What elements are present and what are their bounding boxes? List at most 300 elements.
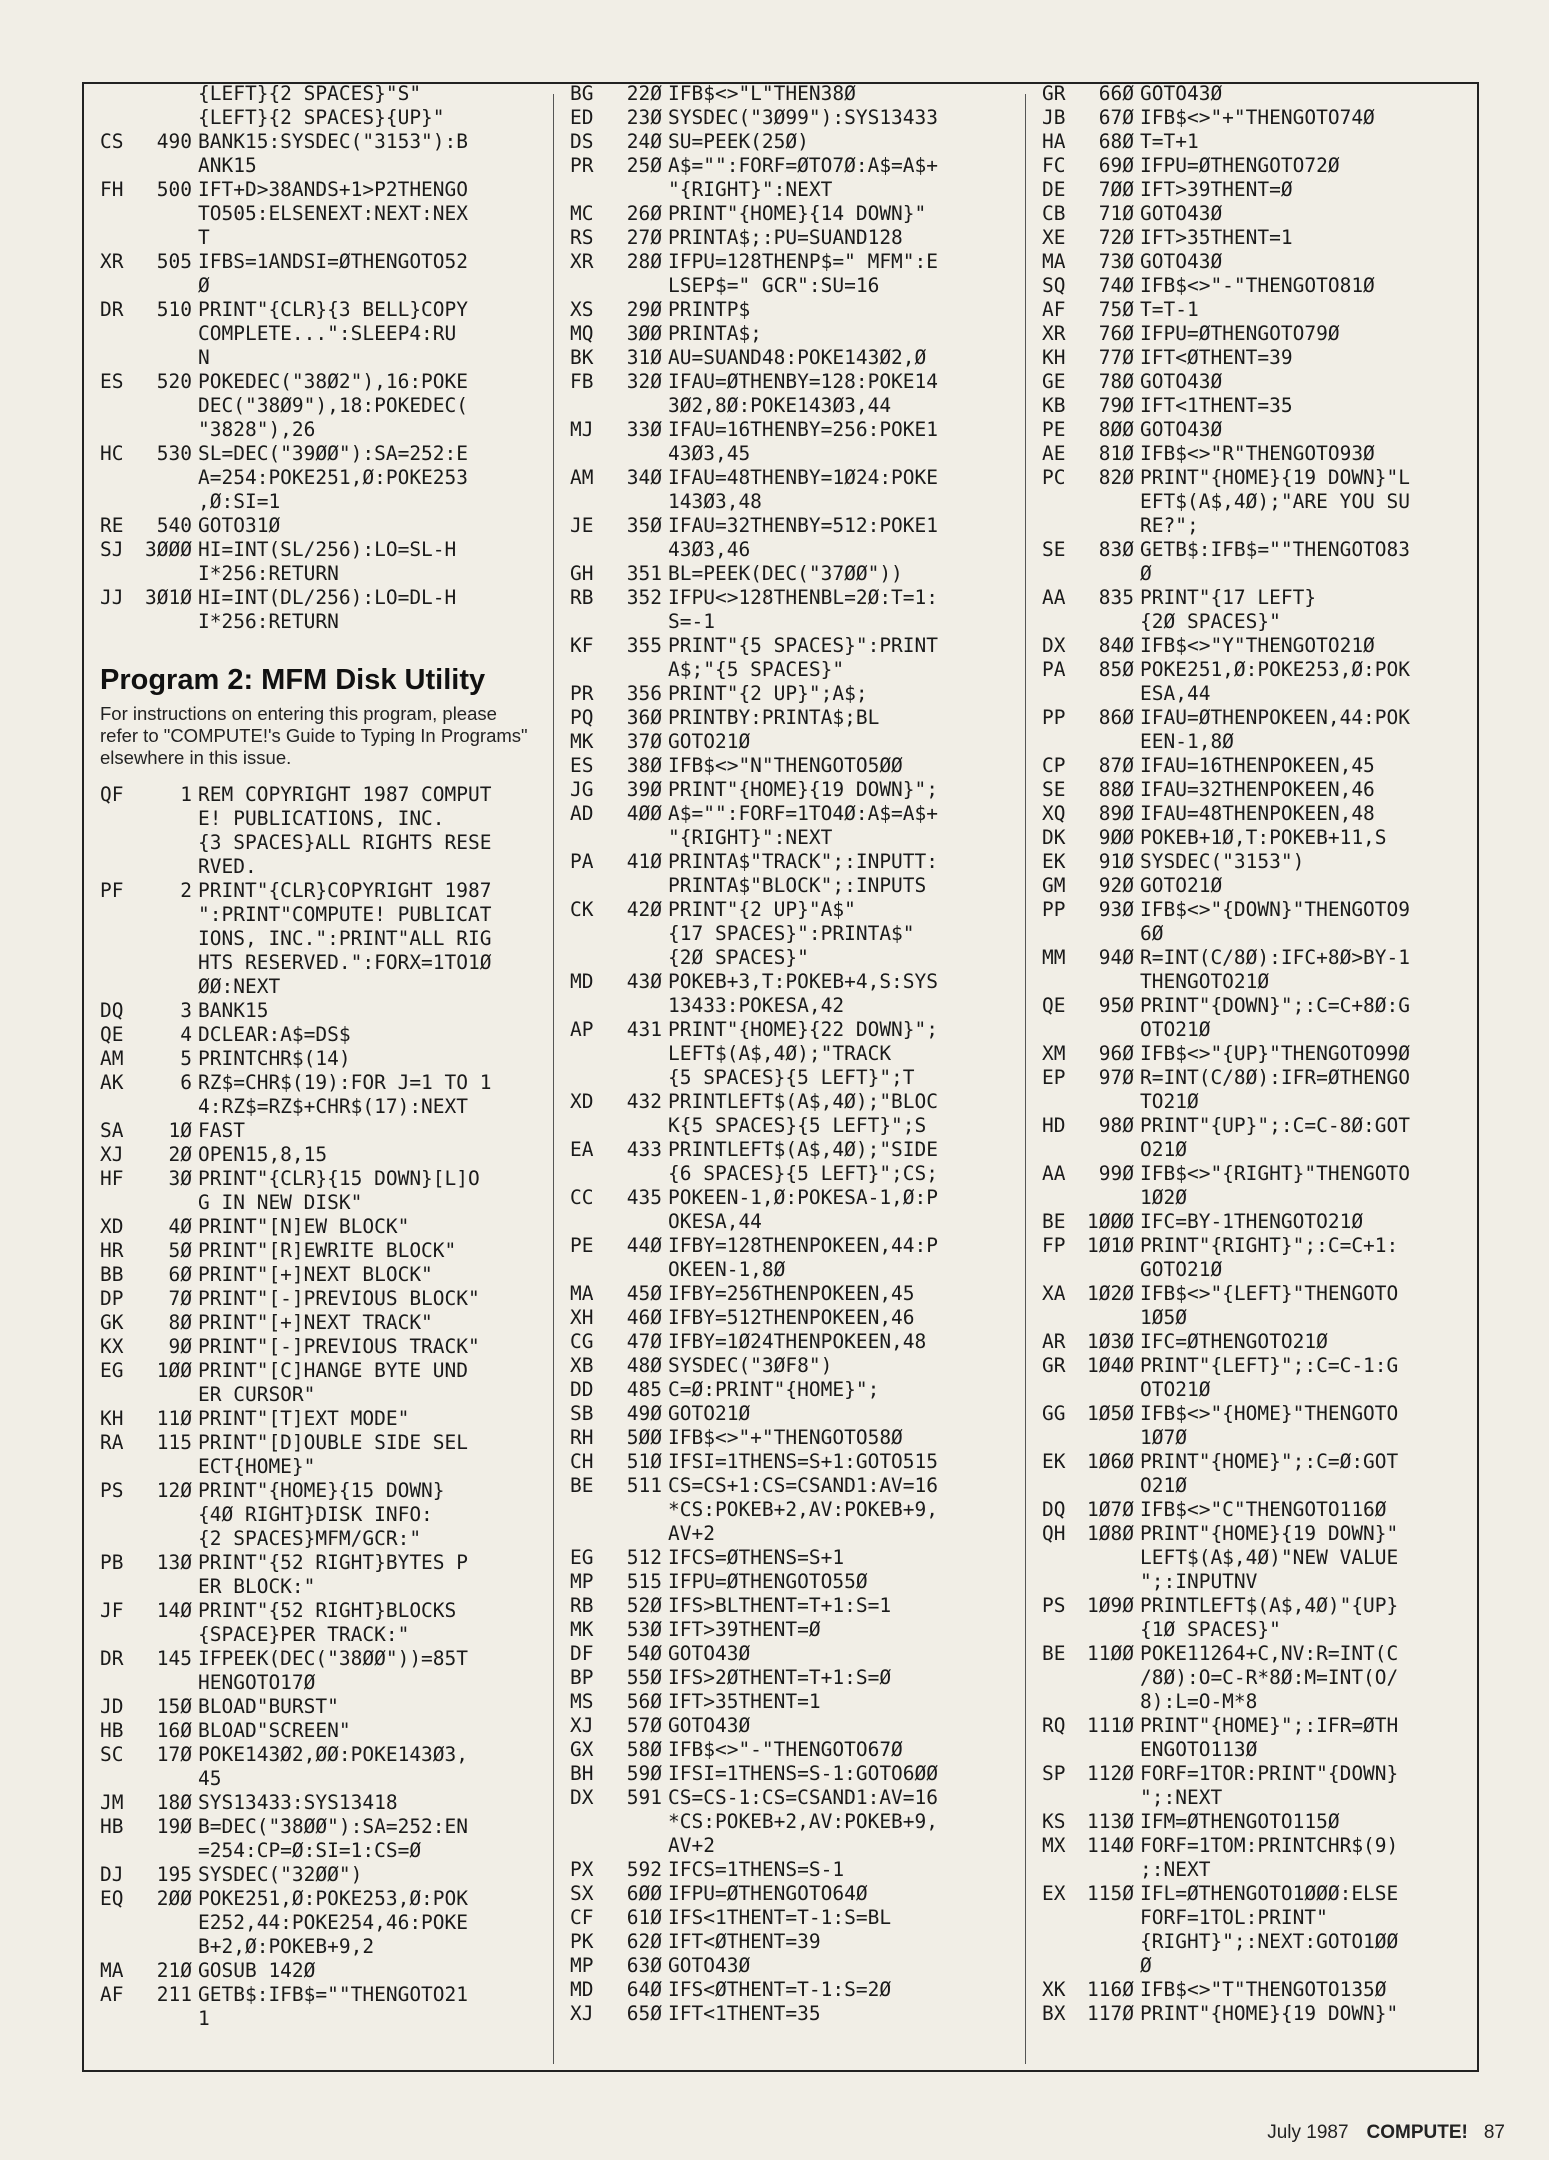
line-number: 34Ø <box>626 466 662 489</box>
code-text: IFPU=ØTHENGOTO79Ø <box>1140 322 1340 345</box>
code-text: O21Ø <box>1140 1474 1187 1497</box>
line-number <box>1078 1570 1140 1594</box>
code-line <box>100 1311 540 1335</box>
code-text: POKEB+3,T:POKEB+4,S:SYS <box>668 970 939 993</box>
checksum: FB <box>570 370 594 393</box>
code-text: 45 <box>198 1767 222 1790</box>
code-line <box>570 1210 1010 1234</box>
line-number: 195 <box>156 1863 192 1886</box>
checksum: AF <box>1042 298 1066 321</box>
line-number <box>136 927 198 951</box>
line-number <box>606 946 668 970</box>
checksum: SC <box>100 1743 124 1766</box>
code-text: IFB$<>"{RIGHT}"THENGOTO <box>1140 1162 1411 1185</box>
code-line <box>570 1330 1010 1354</box>
program-2-listing-right <box>1042 82 1482 2026</box>
code-line <box>570 1282 1010 1306</box>
checksum <box>570 442 606 466</box>
code-line <box>1042 826 1482 850</box>
code-text: EFT$(A$,4Ø);"ARE YOU SU <box>1140 490 1411 513</box>
checksum <box>570 1258 606 1282</box>
checksum: AK <box>100 1071 124 1094</box>
line-number: 485 <box>626 1378 662 1401</box>
issue-date: July 1987 <box>1267 2122 1349 2143</box>
code-text: TO21Ø <box>1140 1090 1199 1113</box>
checksum <box>570 490 606 514</box>
code-line <box>1042 1282 1482 1306</box>
line-number <box>136 562 198 586</box>
code-text: PRINT"{CLR}{3 BELL}COPY <box>198 298 469 321</box>
line-number <box>1078 610 1140 634</box>
code-text: PRINT"{CLR}{15 DOWN}[L]O <box>198 1167 480 1190</box>
line-number <box>136 1671 198 1695</box>
checksum: MM <box>1042 946 1066 969</box>
line-number <box>136 951 198 975</box>
code-line <box>1042 754 1482 778</box>
code-text: LEFT$(A$,4Ø);"TRACK <box>668 1042 892 1065</box>
code-text: GOTO43Ø <box>1140 370 1223 393</box>
code-text: IFPU=ØTHENGOTO72Ø <box>1140 154 1340 177</box>
code-line <box>1042 1474 1482 1498</box>
code-line <box>570 610 1010 634</box>
checksum <box>100 346 136 370</box>
line-number: 1Ø6Ø <box>1087 1450 1134 1473</box>
checksum: SE <box>1042 778 1066 801</box>
code-text: IFAU=16THENBY=256:POKE1 <box>668 418 939 441</box>
checksum: MK <box>570 730 594 753</box>
checksum <box>1042 1666 1078 1690</box>
line-number: 32Ø <box>626 370 662 393</box>
code-line <box>570 1786 1010 1810</box>
code-text: {SPACE}PER TRACK:" <box>198 1623 410 1646</box>
code-line <box>570 970 1010 994</box>
line-number: 13Ø <box>156 1551 192 1574</box>
line-number: 1Ø1Ø <box>1087 1234 1134 1257</box>
checksum <box>570 1042 606 1066</box>
code-text: RE?"; <box>1140 514 1199 537</box>
code-line <box>1042 250 1482 274</box>
line-number: 25Ø <box>626 154 662 177</box>
code-line <box>1042 298 1482 322</box>
code-text: A$="":FORF=1TO4Ø:A$=A$+ <box>668 802 939 825</box>
code-line <box>1042 106 1482 130</box>
checksum: DJ <box>100 1863 124 1886</box>
checksum: AA <box>1042 586 1066 609</box>
code-text: *CS:POKEB+2,AV:POKEB+9, <box>668 1810 939 1833</box>
line-number: 59Ø <box>626 1762 662 1785</box>
checksum: QH <box>1042 1522 1066 1545</box>
checksum: MD <box>570 1978 594 2001</box>
checksum <box>100 322 136 346</box>
line-number <box>1078 562 1140 586</box>
checksum <box>1042 1378 1078 1402</box>
code-text: "{RIGHT}":NEXT <box>668 178 833 201</box>
checksum <box>1042 1954 1078 1978</box>
line-number: 46Ø <box>626 1306 662 1329</box>
code-text: I*256:RETURN <box>198 562 339 585</box>
checksum <box>100 1191 136 1215</box>
line-number <box>1078 1090 1140 1114</box>
code-text: IFCS=ØTHENS=S+1 <box>668 1546 845 1569</box>
checksum: XD <box>100 1215 124 1238</box>
code-text: IFB$<>"{LEFT}"THENGOTO <box>1140 1282 1399 1305</box>
code-text: BANK15 <box>198 999 269 1022</box>
checksum: JM <box>100 1791 124 1814</box>
code-line <box>100 1911 540 1935</box>
checksum: DK <box>1042 826 1066 849</box>
line-number <box>606 994 668 1018</box>
code-line <box>570 898 1010 922</box>
line-number: 95Ø <box>1098 994 1134 1017</box>
code-text: IFT<ØTHENT=39 <box>1140 346 1293 369</box>
line-number <box>606 610 668 634</box>
code-text: IFL=ØTHENGOTO1ØØØ:ELSE <box>1140 1882 1399 1905</box>
code-text: POKEEN-1,Ø:POKESA-1,Ø:P <box>668 1186 939 1209</box>
checksum: RE <box>100 514 124 537</box>
code-text: POKEDEC("38Ø2"),16:POKE <box>198 370 469 393</box>
checksum <box>570 1834 606 1858</box>
line-number: 3ØØ <box>626 322 662 345</box>
code-line <box>100 442 540 466</box>
line-number: 65Ø <box>626 2002 662 2025</box>
checksum: AA <box>1042 1162 1066 1185</box>
code-line <box>1042 1066 1482 1090</box>
code-text: 1Ø2Ø <box>1140 1186 1187 1209</box>
checksum: EQ <box>100 1887 124 1910</box>
line-number: 11Ø <box>156 1407 192 1430</box>
checksum: RB <box>570 1594 594 1617</box>
line-number: 114Ø <box>1087 1834 1134 1857</box>
code-line <box>570 1906 1010 1930</box>
line-number: 74Ø <box>1098 274 1134 297</box>
line-number <box>136 2007 198 2031</box>
code-line <box>1042 586 1482 610</box>
line-number <box>136 394 198 418</box>
line-number: 54Ø <box>626 1642 662 1665</box>
code-text: IFAU=16THENPOKEEN,45 <box>1140 754 1375 777</box>
code-line <box>1042 1834 1482 1858</box>
checksum <box>1042 562 1078 586</box>
line-number <box>606 1162 668 1186</box>
checksum <box>100 1623 136 1647</box>
code-line <box>100 1503 540 1527</box>
code-text: GOTO43Ø <box>668 1642 751 1665</box>
code-text: R=INT(C/8Ø):IFC+8Ø>BY-1 <box>1140 946 1411 969</box>
line-number <box>1078 1018 1140 1042</box>
checksum: CK <box>570 898 594 921</box>
code-line <box>570 226 1010 250</box>
code-text: ":PRINT"COMPUTE! PUBLICAT <box>198 903 492 926</box>
code-line <box>570 106 1010 130</box>
code-line <box>1042 466 1482 490</box>
code-line <box>570 1450 1010 1474</box>
code-line <box>570 1762 1010 1786</box>
code-line <box>100 1263 540 1287</box>
code-line <box>100 999 540 1023</box>
code-text: PRINT"{HOME}{19 DOWN}"; <box>668 778 939 801</box>
code-line <box>1042 850 1482 874</box>
code-line <box>100 202 540 226</box>
code-text: POKE143Ø2,ØØ:POKE143Ø3, <box>198 1743 469 1766</box>
code-line <box>1042 1906 1482 1930</box>
code-text: HI=INT(DL/256):LO=DL-H <box>198 586 457 609</box>
checksum: JF <box>100 1599 124 1622</box>
code-line <box>100 1935 540 1959</box>
checksum: JE <box>570 514 594 537</box>
checksum <box>1042 1018 1078 1042</box>
code-line <box>1042 682 1482 706</box>
code-text: PRINT"{HOME}{15 DOWN} <box>198 1479 445 1502</box>
code-line <box>100 1191 540 1215</box>
code-line <box>1042 1762 1482 1786</box>
checksum: GR <box>1042 1354 1066 1377</box>
line-number: 36Ø <box>626 706 662 729</box>
code-line <box>100 879 540 903</box>
code-line <box>100 1359 540 1383</box>
line-number: 26Ø <box>626 202 662 225</box>
code-line <box>1042 1378 1482 1402</box>
line-number <box>1078 1738 1140 1762</box>
checksum <box>100 1527 136 1551</box>
line-number <box>606 1042 668 1066</box>
line-number: 33Ø <box>626 418 662 441</box>
code-line <box>1042 394 1482 418</box>
checksum: SJ <box>100 538 124 561</box>
line-number: 51Ø <box>626 1450 662 1473</box>
line-number: 35Ø <box>626 514 662 537</box>
checksum <box>100 226 136 250</box>
checksum: GM <box>1042 874 1066 897</box>
line-number: 47Ø <box>626 1330 662 1353</box>
code-text: POKE251,Ø:POKE253,Ø:POK <box>198 1887 469 1910</box>
code-line <box>570 1426 1010 1450</box>
code-text: FORF=1TOM:PRINTCHR$(9) <box>1140 1834 1399 1857</box>
code-text: ";:NEXT <box>1140 1786 1223 1809</box>
checksum <box>1042 1546 1078 1570</box>
line-number <box>606 922 668 946</box>
line-number <box>1078 1666 1140 1690</box>
line-number: 73Ø <box>1098 250 1134 273</box>
code-text: AU=SUAND48:POKE143Ø2,Ø <box>668 346 927 369</box>
code-line <box>100 1839 540 1863</box>
code-text: PRINT"{HOME}{22 DOWN}"; <box>668 1018 939 1041</box>
code-line <box>570 130 1010 154</box>
code-line <box>1042 922 1482 946</box>
checksum: EX <box>1042 1882 1066 1905</box>
code-text: N <box>198 346 210 369</box>
code-line <box>1042 442 1482 466</box>
checksum: MS <box>570 1690 594 1713</box>
checksum: XR <box>570 250 594 273</box>
checksum: XJ <box>570 2002 594 2025</box>
line-number <box>606 394 668 418</box>
line-number: 6 <box>180 1071 192 1094</box>
code-line <box>100 514 540 538</box>
checksum: DX <box>1042 634 1066 657</box>
code-line <box>570 730 1010 754</box>
checksum: PB <box>100 1551 124 1574</box>
line-number <box>1078 1426 1140 1450</box>
code-text: IFAU=ØTHENPOKEEN,44:POK <box>1140 706 1411 729</box>
code-line <box>100 1143 540 1167</box>
line-number <box>1078 1906 1140 1930</box>
line-number: 61Ø <box>626 1906 662 1929</box>
code-text: ";:INPUTNV <box>1140 1570 1258 1593</box>
code-text: IFB$<>"+"THENGOTO58Ø <box>668 1426 903 1449</box>
code-text: IFB$<>"{UP}"THENGOTO99Ø <box>1140 1042 1411 1065</box>
checksum: EP <box>1042 1066 1066 1089</box>
line-number <box>606 178 668 202</box>
code-text: 3Ø2,8Ø:POKE143Ø3,44 <box>668 394 892 417</box>
code-line <box>570 1090 1010 1114</box>
code-text: AV+2 <box>668 1834 715 1857</box>
code-text: =254:CP=Ø:SI=1:CS=Ø <box>198 1839 422 1862</box>
code-line <box>100 586 540 610</box>
line-number <box>136 903 198 927</box>
code-text: PRINT"{HOME}{19 DOWN}"L <box>1140 466 1411 489</box>
code-line <box>100 1407 540 1431</box>
line-number <box>1078 1954 1140 1978</box>
code-text: OKEEN-1,8Ø <box>668 1258 786 1281</box>
code-line <box>570 1306 1010 1330</box>
line-number <box>136 1935 198 1959</box>
code-line <box>100 82 540 106</box>
code-text: GOTO21Ø <box>668 730 751 753</box>
checksum: PP <box>1042 898 1066 921</box>
code-line <box>570 466 1010 490</box>
code-text: IFPU=ØTHENGOTO64Ø <box>668 1882 868 1905</box>
line-number <box>606 1810 668 1834</box>
checksum <box>570 1114 606 1138</box>
code-text: AV+2 <box>668 1522 715 1545</box>
line-number <box>1078 970 1140 994</box>
checksum: KS <box>1042 1810 1066 1833</box>
checksum: PA <box>570 850 594 873</box>
code-line <box>100 1791 540 1815</box>
checksum: DR <box>100 298 124 321</box>
code-text: GOTO21Ø <box>1140 874 1223 897</box>
line-number <box>606 490 668 514</box>
code-line <box>100 178 540 202</box>
checksum: RH <box>570 1426 594 1449</box>
line-number <box>606 826 668 850</box>
line-number: 68Ø <box>1098 130 1134 153</box>
checksum: DS <box>570 130 594 153</box>
code-text: GETB$:IFB$=""THENGOTO21 <box>198 1983 469 2006</box>
code-line <box>570 2002 1010 2026</box>
code-line <box>100 466 540 490</box>
code-text: {4Ø RIGHT}DISK INFO: <box>198 1503 433 1526</box>
code-line <box>1042 1090 1482 1114</box>
checksum: FH <box>100 178 124 201</box>
code-line <box>1042 874 1482 898</box>
code-text: POKE251,Ø:POKE253,Ø:POK <box>1140 658 1411 681</box>
line-number: 1Ø5Ø <box>1087 1402 1134 1425</box>
code-text: POKE11264+C,NV:R=INT(C <box>1140 1642 1399 1665</box>
code-line <box>1042 346 1482 370</box>
line-number: 4 <box>180 1023 192 1046</box>
checksum: CS <box>100 130 124 153</box>
code-line <box>100 1167 540 1191</box>
code-text: IFAU=ØTHENBY=128:POKE14 <box>668 370 939 393</box>
checksum <box>100 1095 136 1119</box>
checksum: PA <box>1042 658 1066 681</box>
code-line <box>570 250 1010 274</box>
code-line <box>100 250 540 274</box>
line-number: 111Ø <box>1087 1714 1134 1737</box>
checksum: KH <box>1042 346 1066 369</box>
line-number: 53Ø <box>626 1618 662 1641</box>
checksum: ES <box>570 754 594 777</box>
checksum: PS <box>100 1479 124 1502</box>
code-line <box>1042 1114 1482 1138</box>
line-number <box>136 226 198 250</box>
code-text: IFM=ØTHENGOTO115Ø <box>1140 1810 1340 1833</box>
line-number: 356 <box>626 682 662 705</box>
line-number: 9ØØ <box>1098 826 1134 849</box>
line-number <box>136 1527 198 1551</box>
checksum: AD <box>570 802 594 825</box>
line-number: 5Ø <box>168 1239 192 1262</box>
checksum <box>100 1911 136 1935</box>
code-line <box>1042 1570 1482 1594</box>
magazine-name: COMPUTE! <box>1366 2122 1468 2143</box>
line-number: 592 <box>626 1858 662 1881</box>
code-line <box>100 322 540 346</box>
code-line <box>570 1834 1010 1858</box>
checksum: JG <box>570 778 594 801</box>
code-text: {2Ø SPACES}" <box>1140 610 1281 633</box>
code-line <box>100 1023 540 1047</box>
code-text: GOTO43Ø <box>1140 202 1223 225</box>
code-text: T=T+1 <box>1140 130 1199 153</box>
code-text: GOTO43Ø <box>668 1954 751 1977</box>
code-text: PRINTLEFT$(A$,4Ø)"{UP} <box>1140 1594 1399 1617</box>
checksum <box>1042 1738 1078 1762</box>
code-text: GOTO43Ø <box>668 1714 751 1737</box>
checksum: XM <box>1042 1042 1066 1065</box>
line-number: 66Ø <box>1098 82 1134 105</box>
code-text: Ø <box>1140 1954 1152 1977</box>
code-line <box>1042 514 1482 538</box>
code-line <box>1042 1666 1482 1690</box>
code-line <box>100 1959 540 1983</box>
code-text: SYSDEC("32ØØ") <box>198 1863 363 1886</box>
code-line <box>100 1599 540 1623</box>
code-text: IFBY=512THENPOKEEN,46 <box>668 1306 915 1329</box>
code-text: GOTO31Ø <box>198 514 281 537</box>
code-line <box>100 831 540 855</box>
code-line <box>1042 1186 1482 1210</box>
program-1-listing-end <box>100 82 540 634</box>
code-text: PRINT"{HOME}{14 DOWN}" <box>668 202 927 225</box>
line-number: 1 <box>180 783 192 806</box>
code-text: SU=PEEK(25Ø) <box>668 130 809 153</box>
code-text: PRINT"{RIGHT}";:C=C+1: <box>1140 1234 1399 1257</box>
line-number: 1Ø8Ø <box>1087 1522 1134 1545</box>
line-number: 520 <box>156 370 192 393</box>
code-text: FORF=1TOR:PRINT"{DOWN} <box>1140 1762 1399 1785</box>
code-line <box>1042 706 1482 730</box>
code-text: IFB$<>"T"THENGOTO135Ø <box>1140 1978 1387 2001</box>
line-number <box>1078 1858 1140 1882</box>
checksum <box>570 946 606 970</box>
line-number: 351 <box>626 562 662 585</box>
code-line <box>1042 370 1482 394</box>
line-number: 15Ø <box>156 1695 192 1718</box>
code-text: BLOAD"SCREEN" <box>198 1719 351 1742</box>
line-number <box>136 975 198 999</box>
